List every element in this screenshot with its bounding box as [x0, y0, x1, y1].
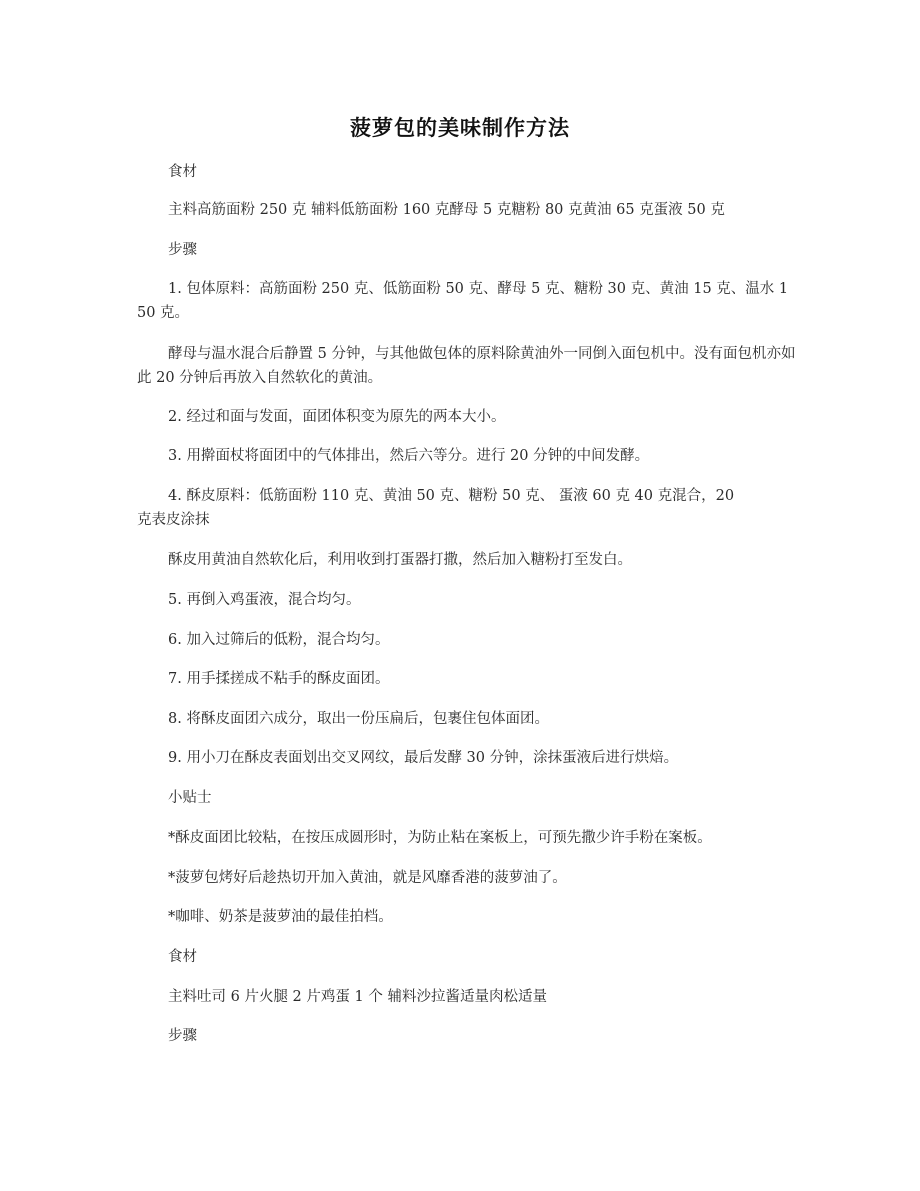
- ingredients-text: 主料高筋面粉 250 克 辅料低筋面粉 160 克酵母 5 克糖粉 80 克黄油 65 克蛋液 50 克: [168, 202, 725, 218]
- step-paragraph: 6. 加入过筛后的低粉，混合均匀。: [168, 632, 390, 648]
- tip-paragraph: *咖啡、奶茶是菠萝油的最佳拍档。: [168, 909, 393, 925]
- tip-paragraph: *酥皮面团比较粘，在按压成圆形时，为防止粘在案板上，可预先撒少许手粉在案板。: [168, 830, 712, 846]
- page-title: 菠萝包的美味制作方法: [350, 115, 570, 140]
- step-paragraph: 2. 经过和面与发面，面团体积变为原先的两本大小。: [168, 409, 506, 425]
- ingredients-heading: 食材: [168, 949, 197, 965]
- step-paragraph: 8. 将酥皮面团六成分，取出一份压扁后，包裹住包体面团。: [168, 711, 549, 727]
- steps-heading: 步骤: [168, 242, 197, 258]
- step-paragraph: 3. 用擀面杖将面团中的气体排出，然后六等分。进行 20 分钟的中间发酵。: [168, 448, 650, 464]
- step-paragraph: 9. 用小刀在酥皮表面划出交叉网纹，最后发酵 30 分钟，涂抹蛋液后进行烘焙。: [168, 750, 679, 766]
- ingredients-text: 主料吐司 6 片火腿 2 片鸡蛋 1 个 辅料沙拉酱适量肉松适量: [168, 989, 547, 1005]
- step-paragraph: 4. 酥皮原料：低筋面粉 110 克、黄油 50 克、糖粉 50 克、 蛋液 60 克 40 克混合，20: [168, 488, 735, 504]
- ingredients-heading: 食材: [168, 164, 197, 180]
- tips-heading: 小贴士: [168, 790, 212, 806]
- step-paragraph-continued: 克表皮涂抹: [137, 512, 210, 528]
- step-paragraph: 5. 再倒入鸡蛋液，混合均匀。: [168, 592, 361, 608]
- step-paragraph: 1. 包体原料：高筋面粉 250 克、低筋面粉 50 克、酵母 5 克、糖粉 30 克、黄油 15 克、温水 150 克。: [137, 281, 789, 321]
- step-note-paragraph: 酥皮用黄油自然软化后，利用收到打蛋器打撒，然后加入糖粉打至发白。: [168, 552, 632, 568]
- step-paragraph: 7. 用手揉搓成不粘手的酥皮面团。: [168, 671, 390, 687]
- step-note-paragraph: 酵母与温水混合后静置 5 分钟，与其他做包体的原料除黄油外一同倒入面包机中。没有面包机亦如此 20 分钟后再放入自然软化的黄油。: [137, 346, 796, 386]
- steps-heading: 步骤: [168, 1028, 197, 1044]
- tip-paragraph: *菠萝包烤好后趁热切开加入黄油，就是风靡香港的菠萝油了。: [168, 870, 567, 886]
